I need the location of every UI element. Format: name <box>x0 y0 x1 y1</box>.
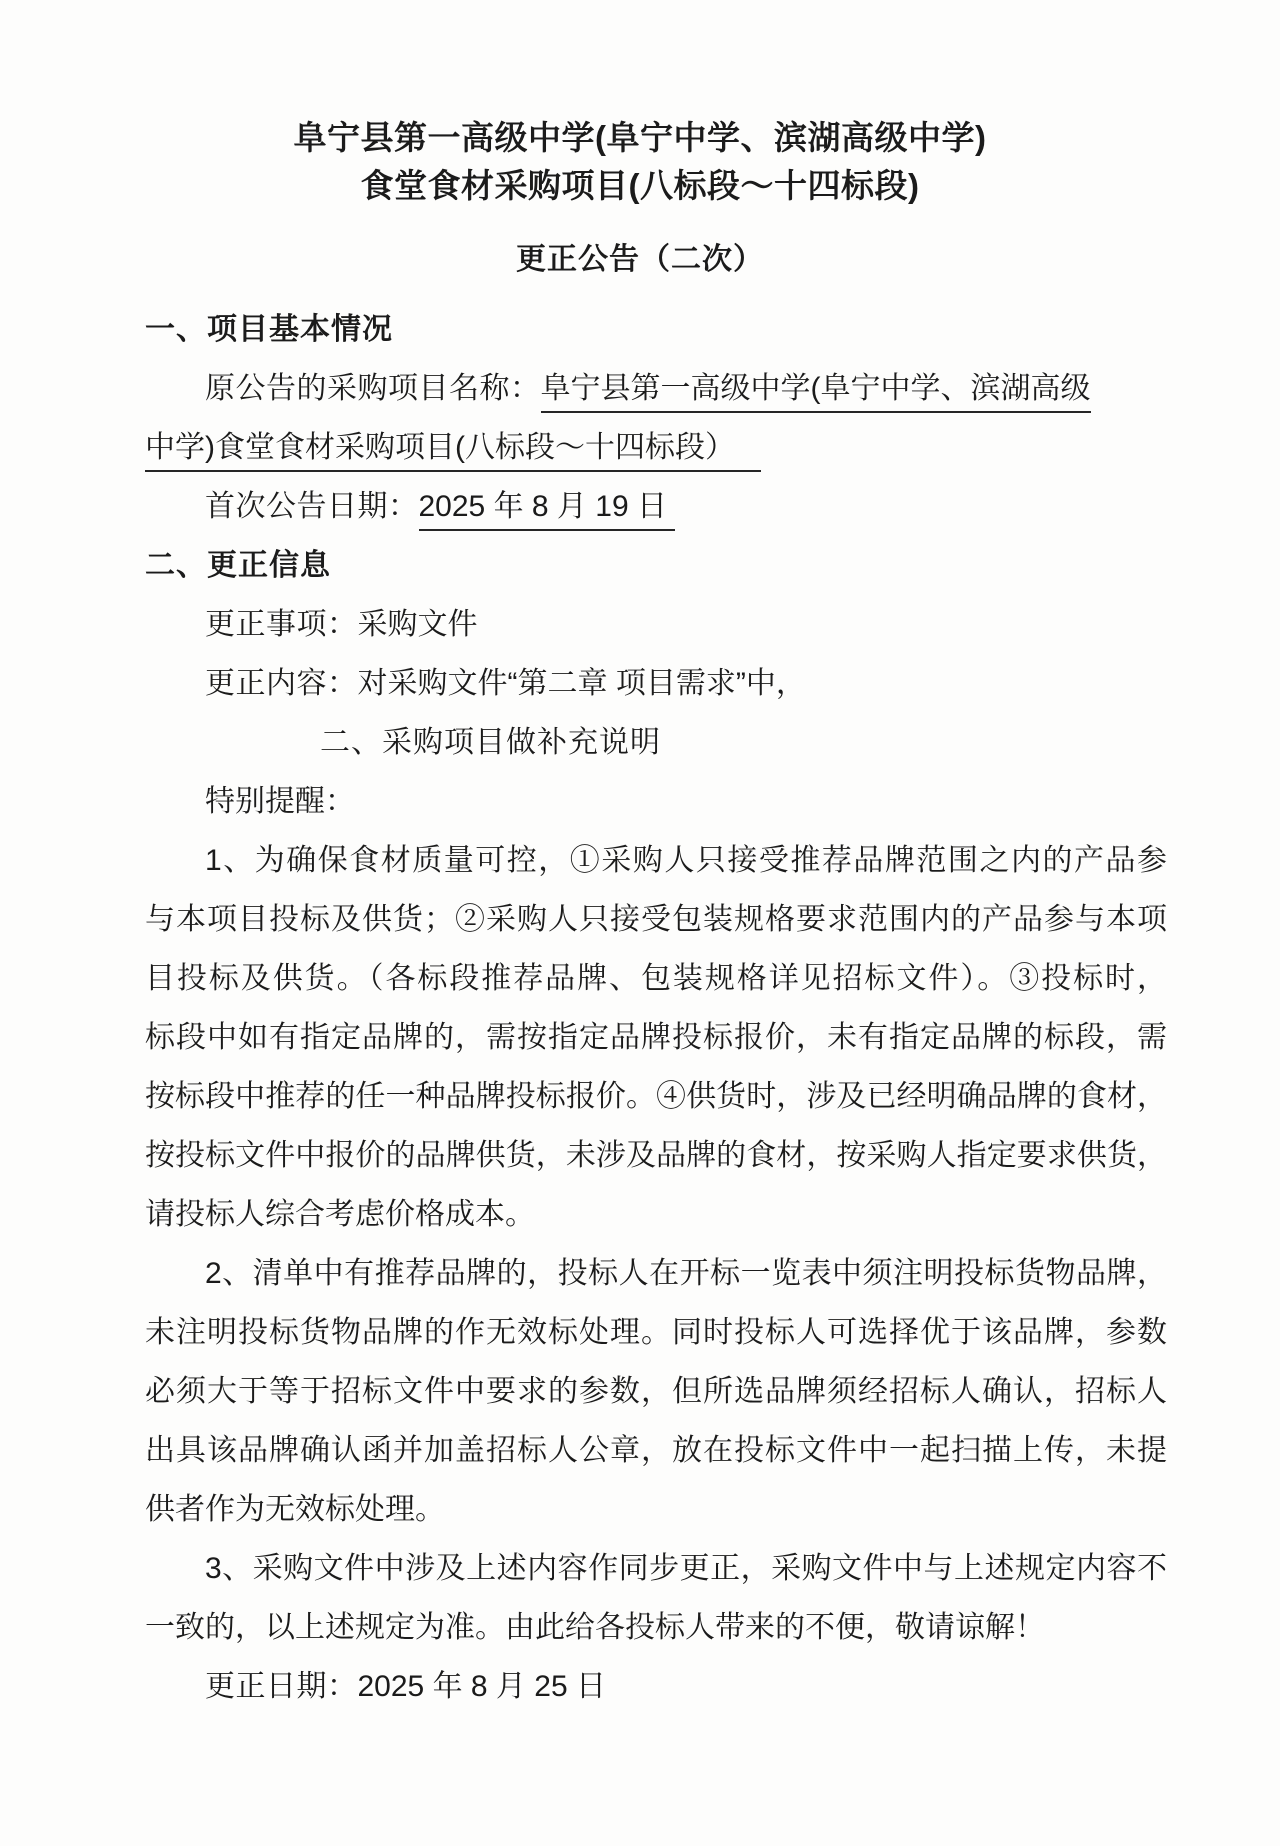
correction-item-label: 更正事项： <box>205 608 358 641</box>
note1-line: 请投标人综合考虑价格成本。 <box>145 1198 535 1231</box>
first-announcement-date-line <box>145 477 1167 536</box>
document-title-line2: 食堂食材采购项目(八标段～十四标段) <box>360 167 920 204</box>
correction-date-label: 更正日期： <box>205 1670 358 1703</box>
document-subtitle: 更正公告（二次） <box>516 243 764 276</box>
section1-heading: 一、项目基本情况 <box>145 313 393 346</box>
original-project-name-underlined-part2: 中学)食堂食材采购项目(八标段～十四标段） <box>145 431 761 472</box>
original-project-name-label: 原公告的采购项目名称： <box>205 372 541 405</box>
correction-content-value: 对采购文件“第二章 项目需求”中， <box>357 667 806 700</box>
correction-date-value: 2025 年 8 月 25 日 <box>357 1670 606 1703</box>
document-title-line1: 阜宁县第一高级中学(阜宁中学、滨湖高级中学) <box>293 119 987 156</box>
first-announcement-date-label: 首次公告日期： <box>205 490 419 523</box>
note2-line: 2、清单中有推荐品牌的，投标人在开标一览表中须注明投标货物品牌， <box>205 1257 1167 1290</box>
note1-line: 标段中如有指定品牌的，需按指定品牌投标报价，未有指定品牌的标段，需 <box>145 1021 1167 1054</box>
correction-content-label: 更正内容： <box>205 667 358 700</box>
note2-line: 出具该品牌确认函并加盖招标人公章，放在投标文件中一起扫描上传，未提 <box>145 1434 1167 1467</box>
original-project-name-underlined-part1: 阜宁县第一高级中学(阜宁中学、滨湖高级 <box>541 372 1091 413</box>
supplement-title: 二、采购项目做补充说明 <box>320 726 661 759</box>
correction-content-line <box>145 654 1167 713</box>
special-reminder: 特别提醒： <box>205 785 355 818</box>
note1-line: 按投标文件中报价的品牌供货，未涉及品牌的食材，按采购人指定要求供货， <box>145 1139 1167 1172</box>
note3-line: 一致的，以上述规定为准。由此给各投标人带来的不便，敬请谅解！ <box>145 1611 1045 1644</box>
note2-line: 必须大于等于招标文件中要求的参数，但所选品牌须经招标人确认，招标人 <box>145 1375 1167 1408</box>
note2-line: 未注明投标货物品牌的作无效标处理。同时投标人可选择优于该品牌，参数 <box>145 1316 1167 1349</box>
note1-line: 1、为确保食材质量可控，①采购人只接受推荐品牌范围之内的产品参 <box>205 844 1167 877</box>
note1-line: 按标段中推荐的任一种品牌投标报价。④供货时，涉及已经明确品牌的食材， <box>145 1080 1167 1113</box>
original-project-name-line1 <box>145 359 1167 418</box>
correction-item-line <box>145 595 1167 654</box>
correction-date-line <box>145 1657 1167 1716</box>
note2-line: 供者作为无效标处理。 <box>145 1493 445 1526</box>
note1-line: 与本项目投标及供货；②采购人只接受包装规格要求范围内的产品参与本项 <box>145 903 1167 936</box>
correction-item-value: 采购文件 <box>357 608 478 641</box>
note1-line: 目投标及供货。（各标段推荐品牌、包装规格详见招标文件）。③投标时， <box>145 962 1167 995</box>
original-project-name-line2 <box>145 418 1167 477</box>
note3-line: 3、采购文件中涉及上述内容作同步更正，采购文件中与上述规定内容不 <box>205 1552 1167 1585</box>
first-announcement-date-value: 2025 年 8 月 19 日 <box>419 490 675 531</box>
document-body <box>145 300 1167 1716</box>
section2-heading: 二、更正信息 <box>145 549 331 582</box>
